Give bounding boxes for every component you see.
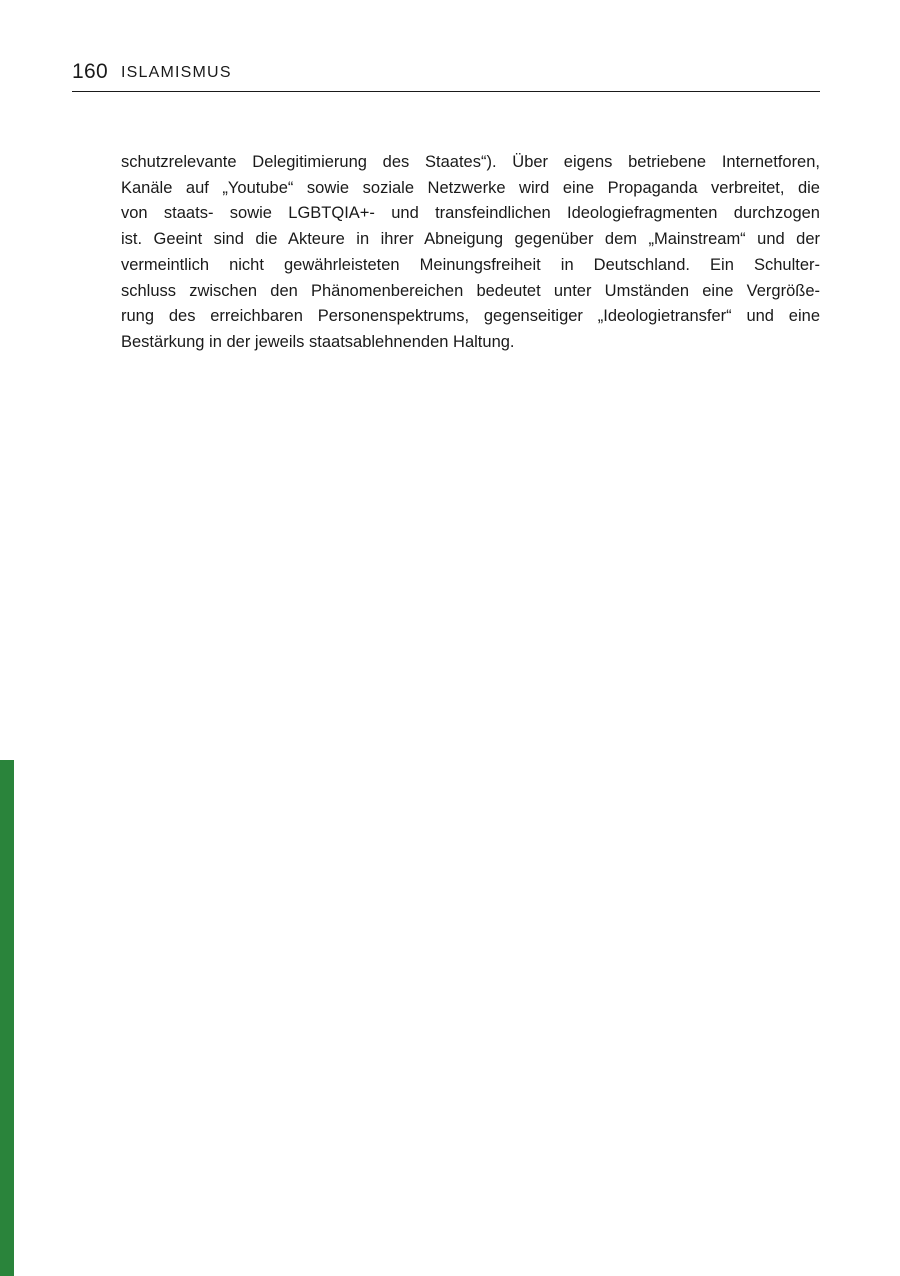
- text-line: schluss zwischen den Phänomenbereichen bedeutet unter Umständen eine Vergröße-: [121, 281, 820, 300]
- text-line: ist. Geeint sind die Akteure in ihrer Abneigung gegenüber dem „Mainstream“ und der: [121, 230, 820, 249]
- page-header: [72, 58, 820, 92]
- text-line: rung des erreichbaren Personenspektrums, gegenseitiger „Ideologietransfer“ und eine: [121, 307, 820, 326]
- text-line: vermeintlich nicht gewährleisteten Meinungsfreiheit in Deutschland. Ein Schulter-: [121, 255, 820, 274]
- text-line: von staats- sowie LGBTQIA+- und transfeindlichen Ideologiefragmenten durchzogen: [121, 204, 820, 223]
- text-line: Bestärkung in der jeweils staatsablehnenden Haltung.: [121, 332, 515, 351]
- page-number: 160: [72, 60, 108, 83]
- text-line: schutzrelevante Delegitimierung des Staates“). Über eigens betriebene Internetforen,: [121, 153, 820, 171]
- text-line: Kanäle auf „Youtube“ sowie soziale Netzwerke wird eine Propaganda verbreitet, die: [121, 178, 820, 197]
- running-title: ISLAMISMUS: [121, 64, 232, 81]
- chapter-color-bar: [0, 760, 14, 1276]
- body-paragraph: [121, 150, 820, 356]
